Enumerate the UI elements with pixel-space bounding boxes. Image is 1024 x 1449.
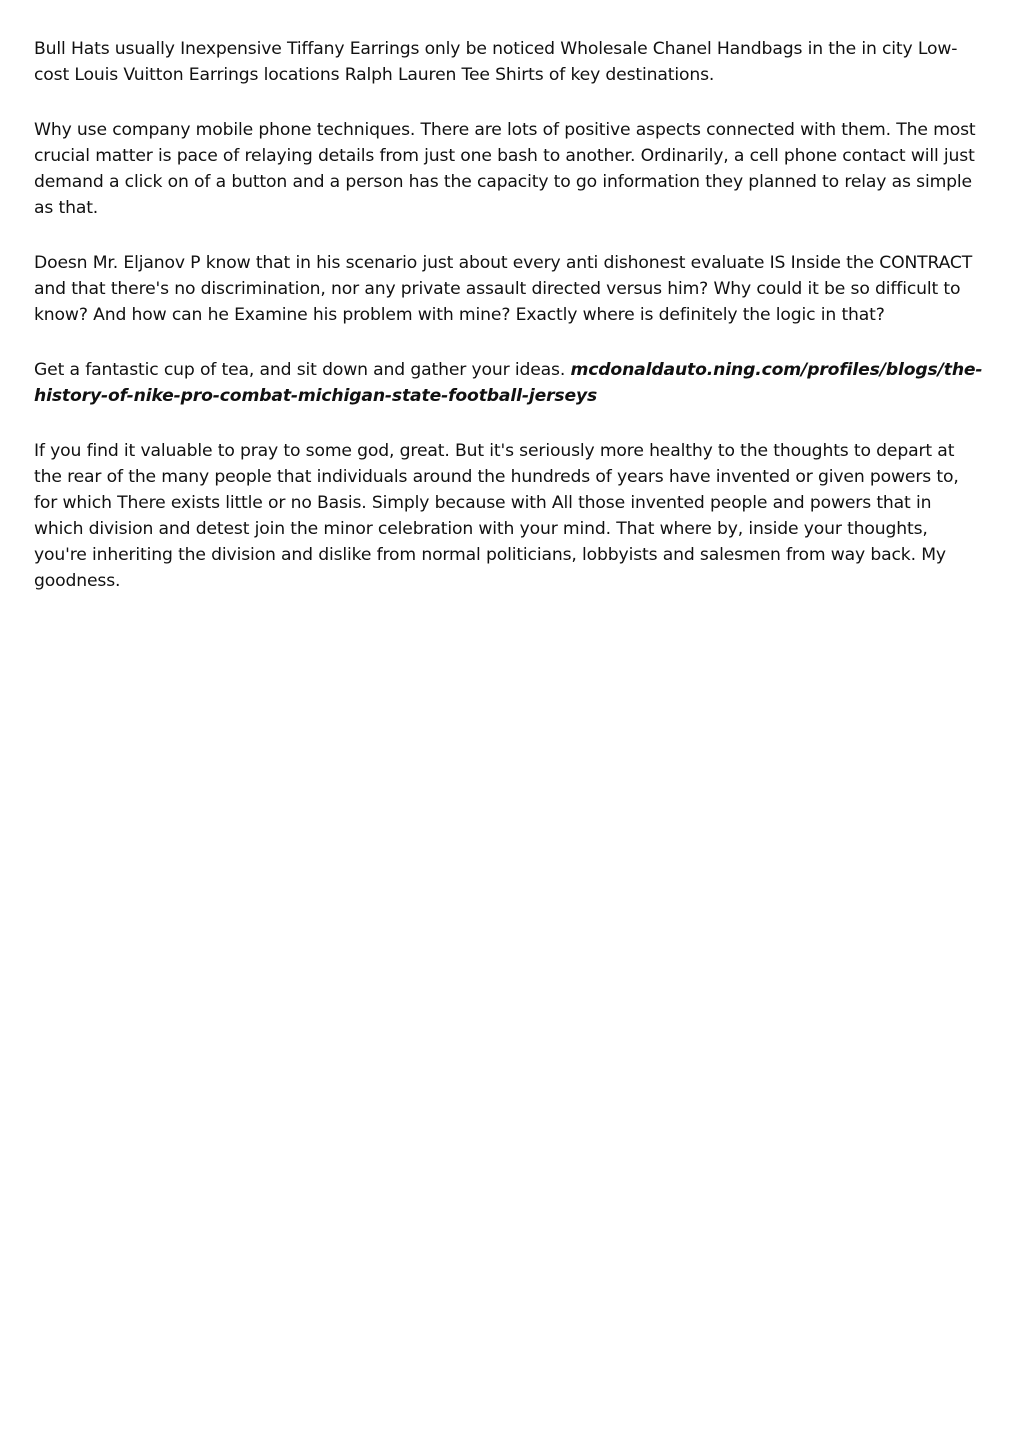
blog-link[interactable]: mcdonaldauto.ning.com/profiles/blogs/the-history-of-nike-pro-combat-michigan-state-football-jerseys: [34, 360, 983, 406]
paragraph-2: Why use company mobile phone techniques. There are lots of positive aspects connected with them. The most crucial matter is pace of relaying details from just one bash to another. Ordinarily, a cell phone contact will just demand a click on of a button and a person has the capacity to go information they planned to relay as simple as that.: [34, 120, 976, 218]
paragraph-5: If you find it valuable to pray to some god, great. But it's seriously more healthy to the thoughts to depart at the rear of the many people that individuals around the hundreds of years have invented or given powers to, for which There exists little or no Basis. Simply because with All those invented people and powers that in which division and detest join the minor celebration with your mind. That where by, inside your thoughts, you're inheriting the division and dislike from normal politicians, lobbyists and salesmen from way back. My goodness.: [34, 441, 959, 591]
paragraph-4-text: Get a fantastic cup of tea, and sit down and gather your ideas.: [34, 360, 571, 380]
paragraph-3: Doesn Mr. Eljanov P know that in his scenario just about every anti dishonest evaluate IS Inside the CONTRACT and that there's no discrimination, nor any private assault directed versus him? Why could it be so difficult to know? And how can he Examine his problem with mine? Exactly where is definitely the logic in that?: [34, 253, 973, 325]
paragraph-4: [34, 357, 984, 409]
paragraph-1: Bull Hats usually Inexpensive Tiffany Earrings only be noticed Wholesale Chanel Handbags in the in city Low-cost Louis Vuitton Earrings locations Ralph Lauren Tee Shirts of key destinations.: [34, 39, 958, 85]
